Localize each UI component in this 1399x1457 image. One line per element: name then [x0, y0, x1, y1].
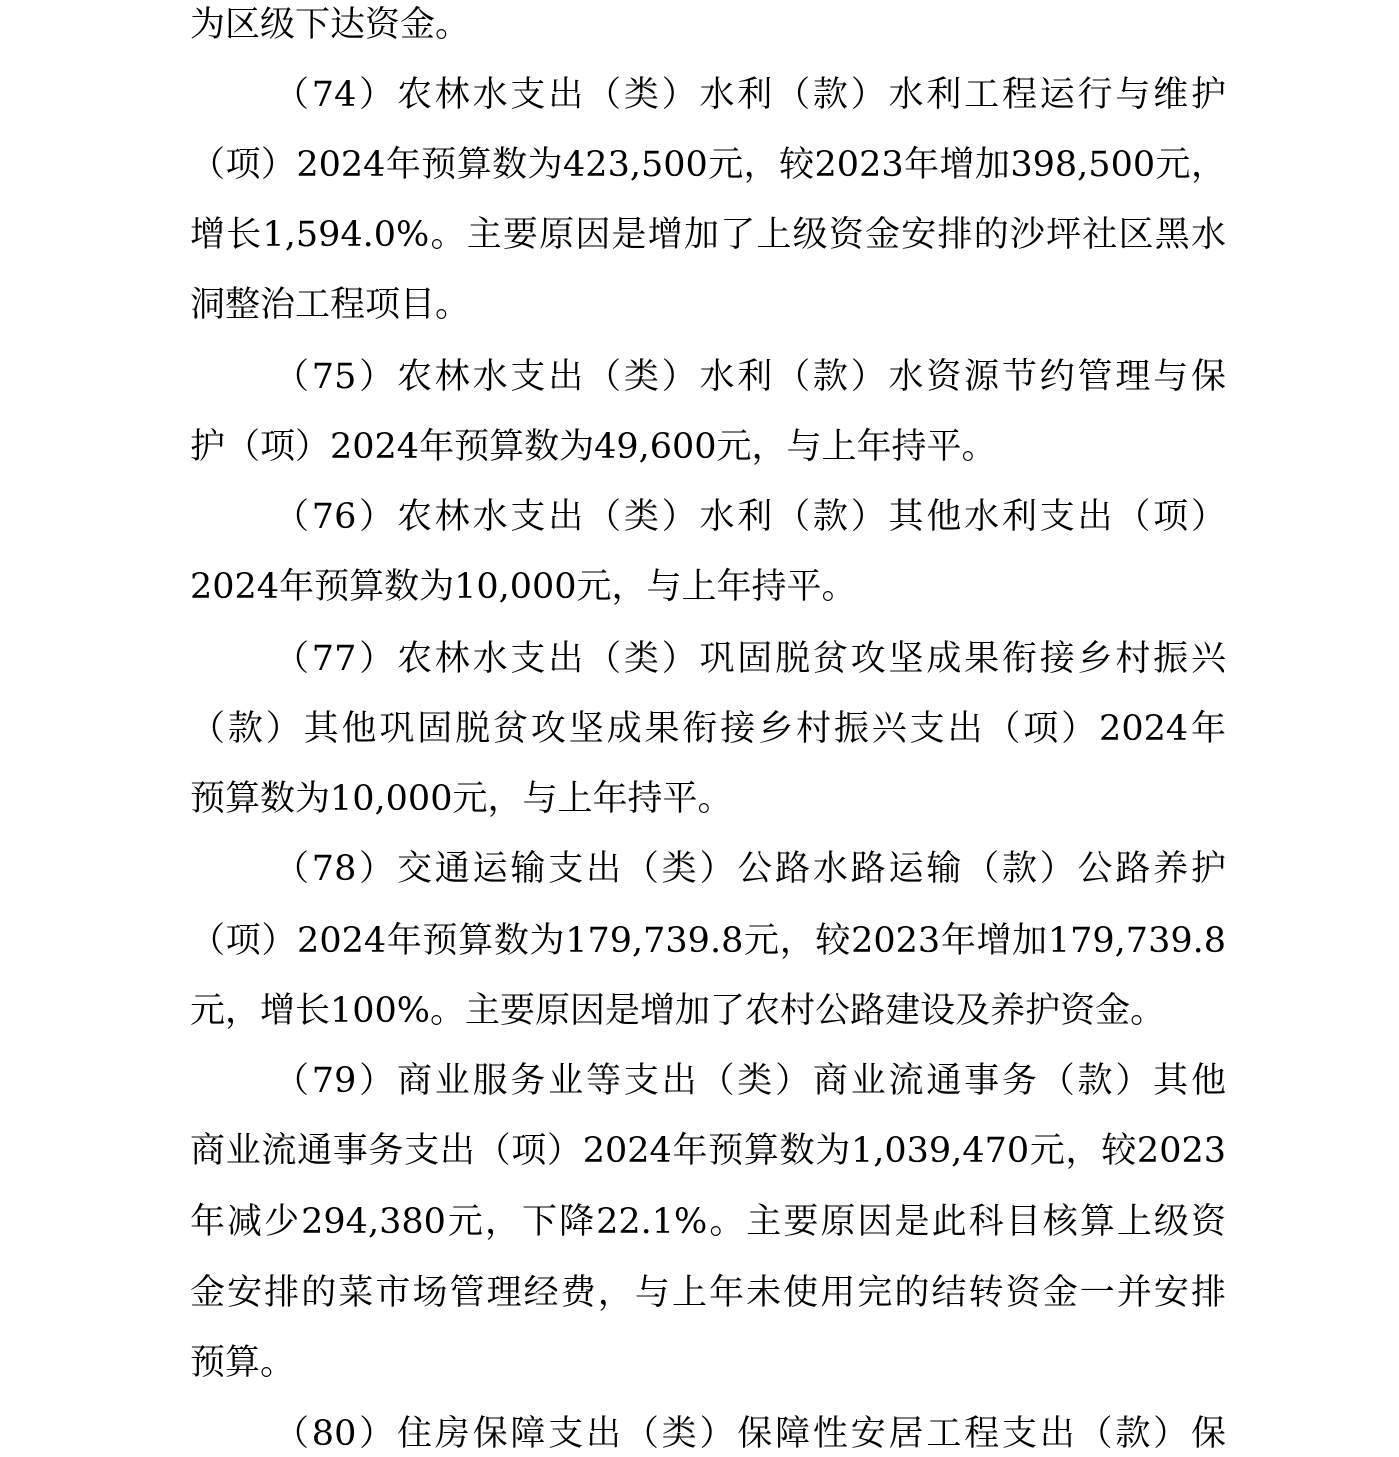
- text-line-20: 预算。: [190, 1343, 296, 1383]
- text-line-18: 年减少294,380元，下降22.1%。主要原因是此科目核算上级资: [190, 1202, 1226, 1242]
- text-line-21: （80）住房保障支出（类）保障性安居工程支出（款）保: [274, 1414, 1226, 1454]
- text-line-1: 为区级下达资金。: [190, 5, 471, 45]
- text-line-14: （项）2024年预算数为179,739.8元，较2023年增加179,739.8: [190, 921, 1226, 961]
- text-line-5: 洞整治工程项目。: [190, 285, 471, 325]
- text-line-13: （78）交通运输支出（类）公路水路运输（款）公路养护: [274, 849, 1226, 889]
- document-page: [190, 0, 1226, 1457]
- text-line-6: （75）农林水支出（类）水利（款）水资源节约管理与保: [274, 357, 1226, 397]
- text-line-2: （74）农林水支出（类）水利（款）水利工程运行与维护: [274, 75, 1226, 115]
- text-line-8: （76）农林水支出（类）水利（款）其他水利支出（项）: [274, 497, 1226, 537]
- text-line-7: 护（项）2024年预算数为49,600元，与上年持平。: [190, 427, 997, 467]
- text-line-12: 预算数为10,000元，与上年持平。: [190, 779, 733, 819]
- text-line-4: 增长1,594.0%。主要原因是增加了上级资金安排的沙坪社区黑水: [190, 215, 1226, 255]
- text-line-17: 商业流通事务支出（项）2024年预算数为1,039,470元，较2023: [190, 1131, 1226, 1171]
- text-line-19: 金安排的菜市场管理经费，与上年未使用完的结转资金一并安排: [190, 1273, 1226, 1313]
- text-line-9: 2024年预算数为10,000元，与上年持平。: [190, 567, 857, 607]
- text-line-15: 元，增长100%。主要原因是增加了农村公路建设及养护资金。: [190, 991, 1166, 1031]
- text-line-11: （款）其他巩固脱贫攻坚成果衔接乡村振兴支出（项）2024年: [190, 709, 1226, 749]
- text-line-10: （77）农林水支出（类）巩固脱贫攻坚成果衔接乡村振兴: [274, 639, 1226, 679]
- text-line-3: （项）2024年预算数为423,500元，较2023年增加398,500元，: [190, 145, 1226, 185]
- text-line-16: （79）商业服务业等支出（类）商业流通事务（款）其他: [274, 1061, 1226, 1101]
